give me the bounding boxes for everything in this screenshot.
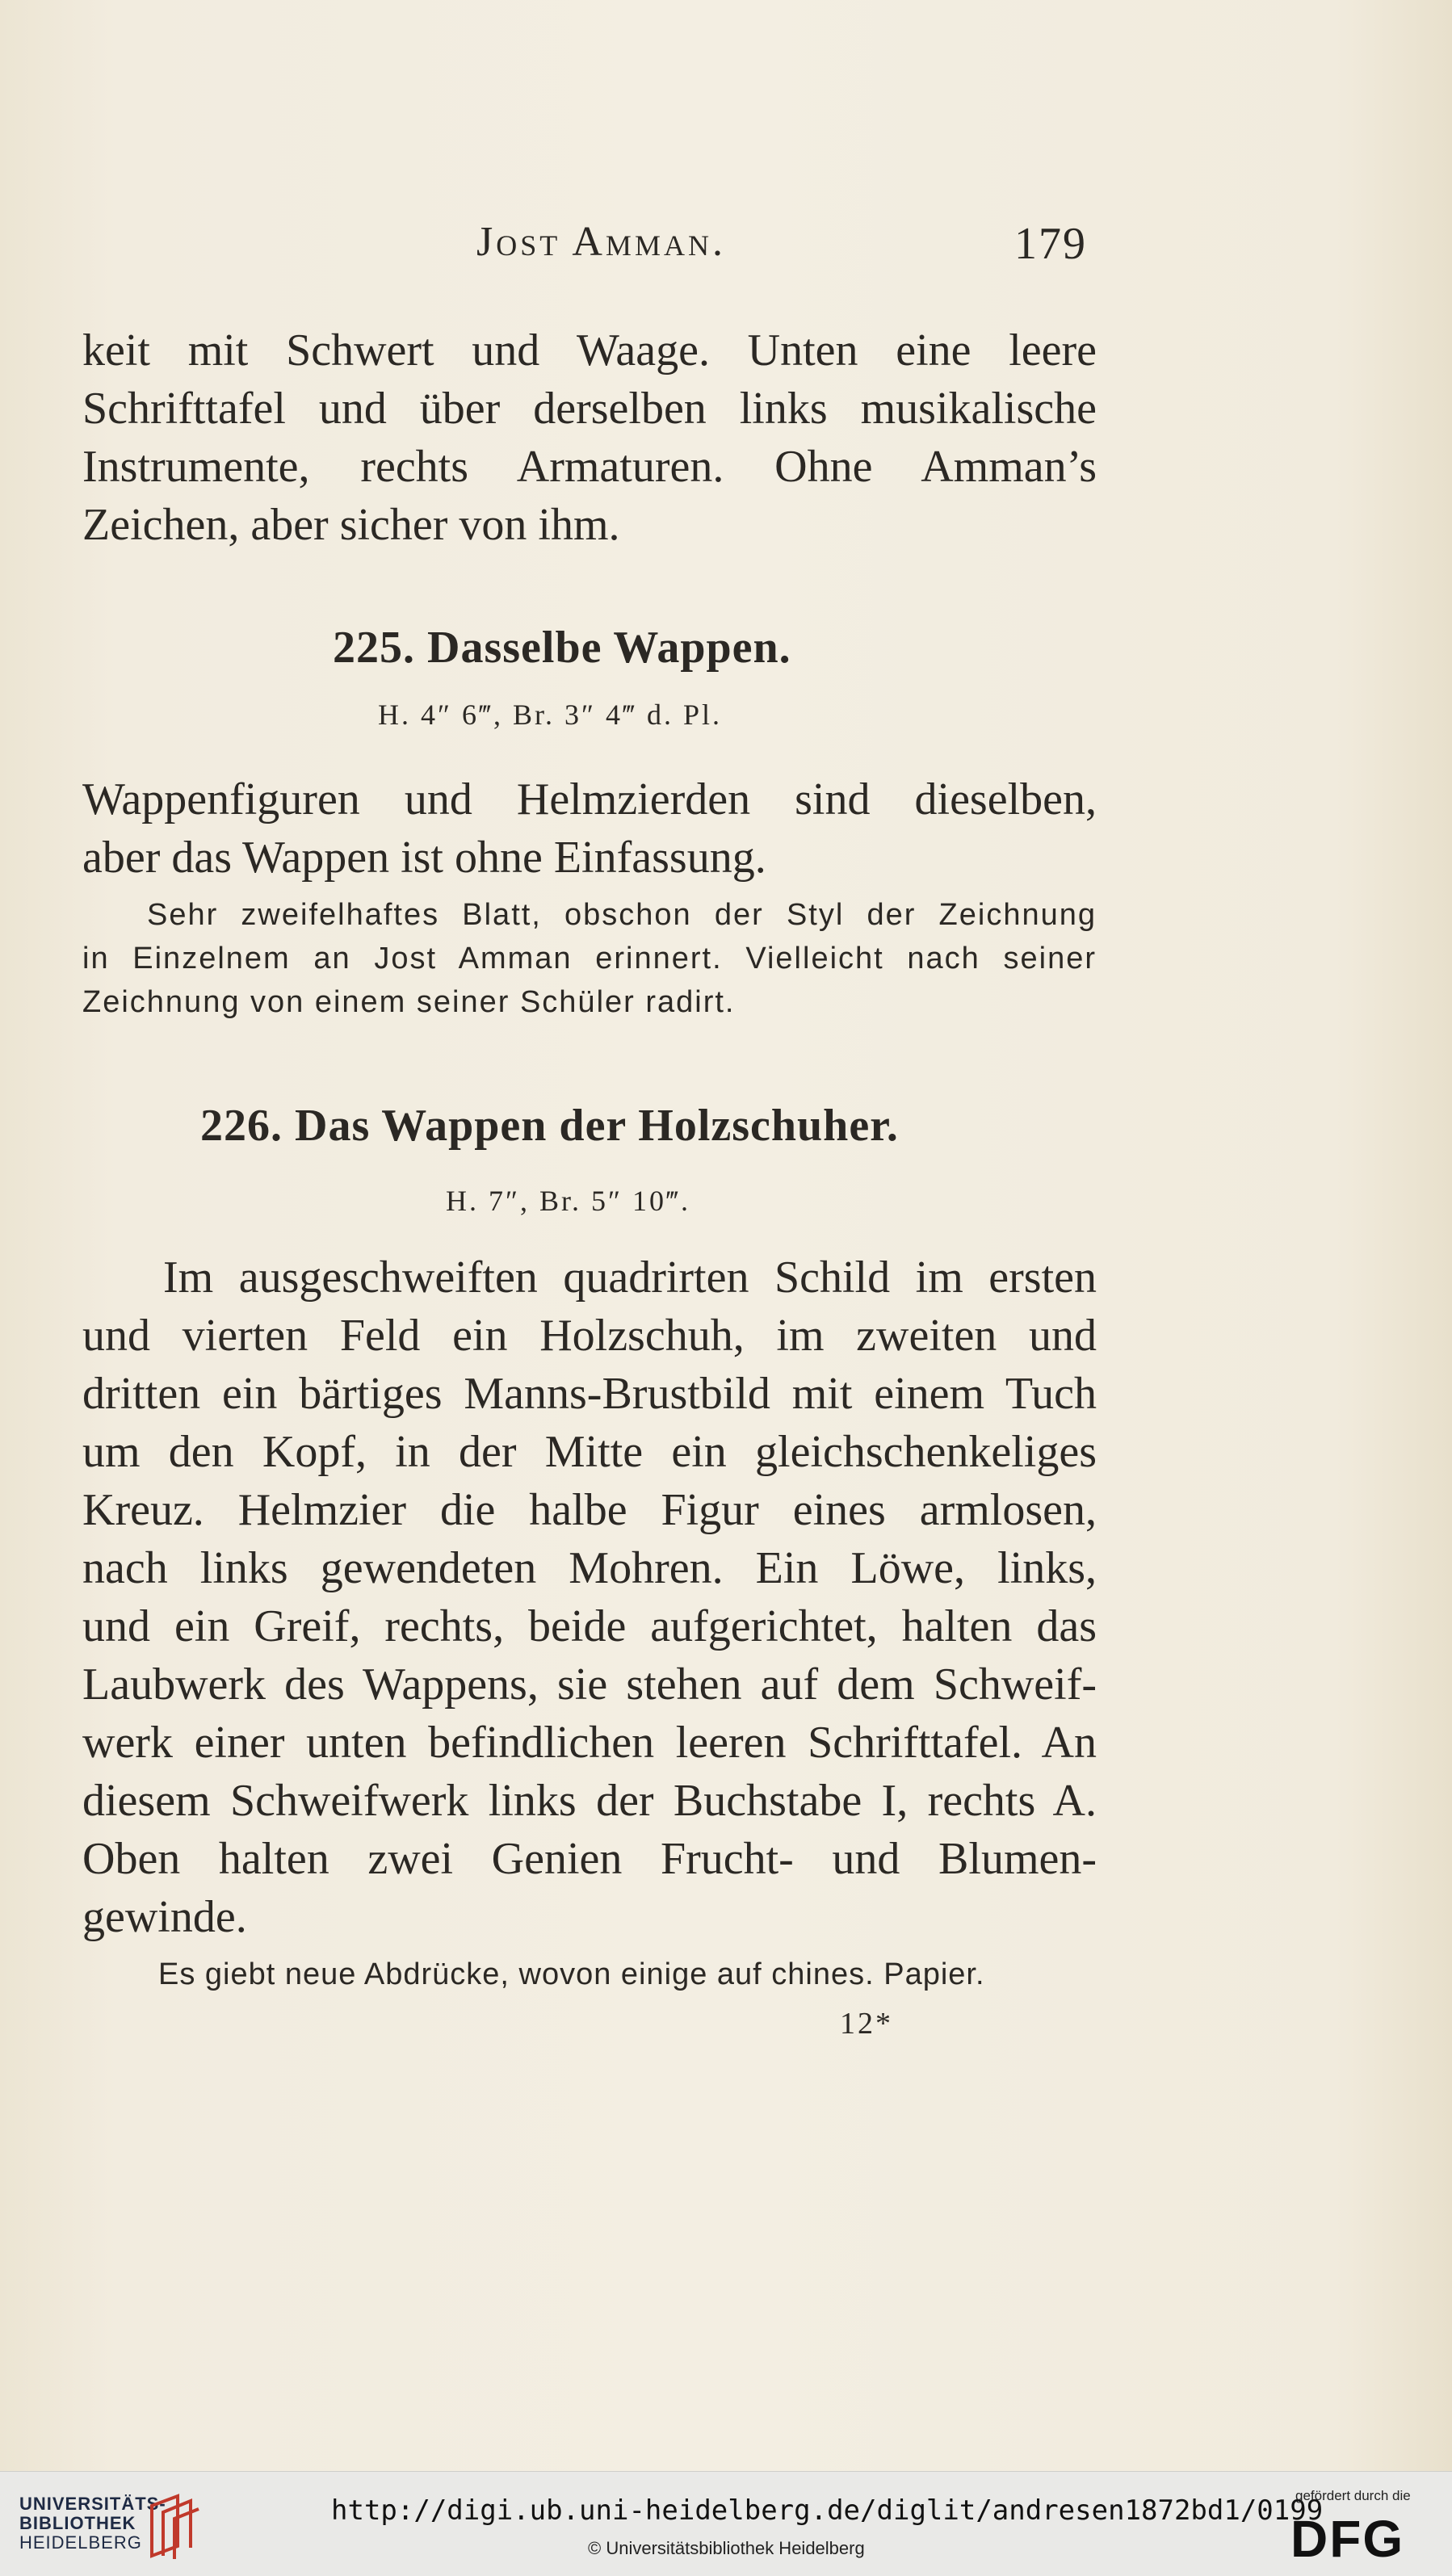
entry-225-heading: 225. Dasselbe Wappen. [333,623,791,673]
copyright-note: © Universitätsbibliothek Heidelberg [588,2538,865,2558]
text-line: Wappenfiguren und Helmzierden sind dieselben, [82,774,1097,824]
intro-paragraph [82,321,1097,554]
entry-226-note: Es giebt neue Abdrücke, wovon einige auf chines. Papier. [158,1957,985,1991]
entry-225-description [82,770,1097,887]
note-line: Zeichnung von einem seiner Schüler radirt. [82,985,736,1019]
entry-226-heading: 226. Das Wappen der Holzschuher. [200,1101,899,1151]
note-line: Sehr zweifelhaftes Blatt, obschon der Styl der Zeichnung [147,898,1097,932]
signature-mark: 12* [840,2007,893,2041]
text-line: um den Kopf, in der Mitte ein gleichschenkeliges [82,1427,1097,1477]
library-name: UNIVERSITÄTS- BIBLIOTHEK HEIDELBERG [19,2494,166,2553]
text-line: diesem Schweifwerk links der Buchstabe I, rechts A. [82,1776,1097,1826]
text-line: Zeichen, aber sicher von ihm. [82,500,620,550]
text-line: Kreuz. Helmzier die halbe Figur eines armlosen, [82,1485,1097,1535]
text-line: Schrifttafel und über derselben links musikalische [82,384,1097,434]
entry-226-description [82,1248,1097,1946]
text-line: dritten ein bärtiges Manns-Brustbild mit einem Tuch [82,1369,1097,1419]
entry-225-note [82,893,1097,1024]
text-line: keit mit Schwert und Waage. Unten eine leere [82,325,1097,375]
library-logo-icon [145,2490,202,2562]
text-line: aber das Wappen ist ohne Einfassung. [82,833,766,883]
text-line: gewinde. [82,1892,247,1942]
funding-note: gefördert durch die [1295,2488,1411,2503]
text-line: Oben halten zwei Genien Frucht- und Blumen- [82,1834,1097,1884]
text-line: Im ausgeschweiften quadrirten Schild im ersten [163,1252,1097,1303]
entry-226-measurements: H. 7″, Br. 5″ 10‴. [446,1185,690,1217]
note-line: in Einzelnem an Jost Amman erinnert. Vielleicht nach seiner [82,942,1097,975]
permalink-url[interactable]: http://digi.ub.uni-heidelberg.de/diglit/andresen1872bd1/0199 [331,2494,1324,2527]
running-title: Jost Amman. [476,219,726,265]
text-line: nach links gewendeten Mohren. Ein Löwe, links, [82,1543,1097,1593]
text-line: und vierten Feld ein Holzschuh, im zweiten und [82,1311,1097,1361]
digitization-footer [0,2471,1452,2576]
dfg-logo: DFG [1290,2510,1405,2568]
text-line: Laubwerk des Wappens, sie stehen auf dem Schweif- [82,1659,1097,1710]
text-line: werk einer unten befindlichen leeren Schrifttafel. An [82,1718,1097,1768]
entry-225-measurements: H. 4″ 6‴, Br. 3″ 4‴ d. Pl. [378,699,723,731]
text-line: und ein Greif, rechts, beide aufgerichtet, halten das [82,1601,1097,1651]
page-number: 179 [1014,219,1087,269]
text-line: Instrumente, rechts Armaturen. Ohne Amman’s [82,442,1097,492]
